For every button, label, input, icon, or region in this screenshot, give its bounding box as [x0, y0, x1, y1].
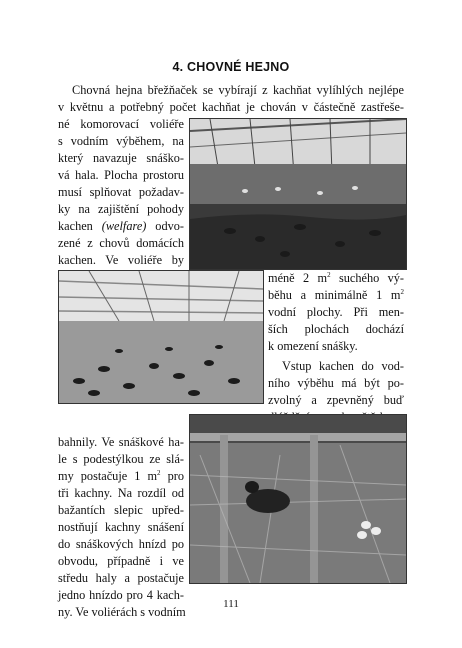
aviary-pond-photo — [189, 118, 407, 270]
laying-hall-photo — [58, 270, 264, 404]
text-line: ního výběhu má být po- — [268, 376, 404, 390]
text-line: do snáškových hnízd po — [58, 537, 184, 551]
text-line: ky na zajištění pohody — [58, 202, 184, 216]
text-line: musí splňovat požadav- — [58, 185, 184, 199]
text-line: le s podestýlkou ze slá- — [58, 452, 184, 466]
text-line: kachen (welfare) odvo- — [58, 219, 184, 233]
text-line: vá hala. Plocha prostoru — [58, 168, 184, 182]
text-line: jedno hnízdo pro 4 kach- — [58, 588, 184, 602]
text-line: k omezení snášky. — [268, 339, 358, 353]
text-line: méně 2 $m^2$ suchého vý- — [268, 270, 404, 285]
text-line: s vodním výběhem, na — [58, 134, 184, 148]
text-line: bahnily. Ve snáškové ha- — [58, 435, 184, 449]
text-line: ších plochách dochází — [268, 322, 404, 336]
text-line: středu haly a postačuje — [58, 571, 184, 585]
page-number: 111 — [223, 598, 239, 610]
text-line: tři kachny. Na rozdíl od — [58, 486, 184, 500]
text-line: nostňují kachny snášení — [58, 520, 184, 534]
text-line: zvolný a zpevněný buď — [268, 393, 404, 407]
text-line: zené z chovů domácích — [58, 236, 184, 250]
text-line: kachen. Ve voliéře by — [58, 253, 184, 267]
text-line: vodní plochy. Při men- — [268, 305, 404, 319]
text-line: Vstup kachen do vod- — [282, 359, 404, 373]
text-line: ny. Ve voliérách s vodním — [58, 605, 186, 619]
nest-box-photo — [189, 414, 407, 584]
text-line: v květnu a potřebný počet kachňat je chován v částečně zastřeše- — [58, 100, 404, 114]
chapter-heading: 4. CHOVNÉ HEJNO — [172, 60, 290, 74]
text-line: bažantích slepic upřed- — [58, 503, 184, 517]
text-line: my postačuje 1 $m^2$ pro — [58, 468, 184, 483]
text-line: běhu a minimálně 1 $m^2$ — [268, 287, 404, 302]
text-line: né komorovací voliéře — [58, 117, 184, 131]
text-line: který navazuje snáško- — [58, 151, 184, 165]
text-line: Chovná hejna břežňaček se vybírají z kachňat vylíhlých nejlépe — [72, 83, 404, 97]
text-line: obvodu, případně i ve — [58, 554, 184, 568]
